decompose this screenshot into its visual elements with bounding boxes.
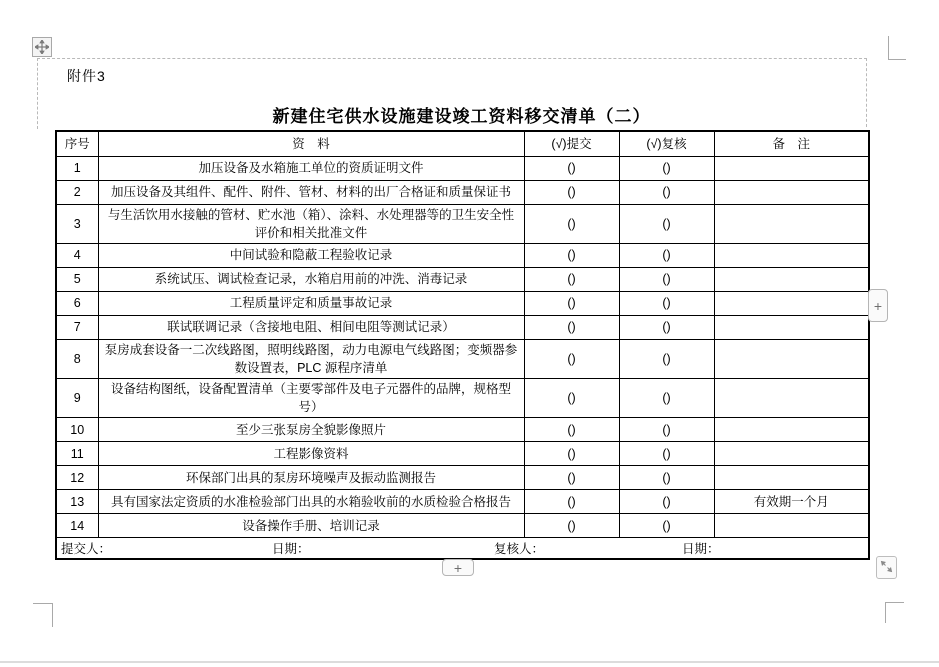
cell-submit[interactable]: () <box>524 418 619 442</box>
table-row <box>56 156 869 180</box>
cell-review[interactable]: () <box>619 418 714 442</box>
table-row <box>56 204 869 243</box>
table-body <box>56 156 869 538</box>
checklist-table <box>55 130 870 560</box>
cell-material: 中间试验和隐蔽工程验收记录 <box>98 243 524 267</box>
cell-no: 11 <box>56 442 98 466</box>
cell-review[interactable]: () <box>619 180 714 204</box>
cell-review[interactable]: () <box>619 379 714 418</box>
table-row <box>56 267 869 291</box>
cell-submit[interactable]: () <box>524 379 619 418</box>
cell-material: 环保部门出具的泵房环境噪声及振动监测报告 <box>98 466 524 490</box>
text-boundary-top <box>37 58 867 59</box>
table-row <box>56 315 869 339</box>
cell-submit[interactable]: () <box>524 156 619 180</box>
text-boundary-left <box>37 58 38 129</box>
header-material: 资 料 <box>98 131 524 156</box>
table-row <box>56 180 869 204</box>
cell-submit[interactable]: () <box>524 267 619 291</box>
header-remark: 备 注 <box>714 131 869 156</box>
cell-remark <box>714 339 869 378</box>
move-arrows-icon <box>35 40 49 54</box>
cell-no: 3 <box>56 204 98 243</box>
cell-remark <box>714 418 869 442</box>
cell-no: 6 <box>56 291 98 315</box>
cell-review[interactable]: () <box>619 315 714 339</box>
footer-row <box>56 538 869 559</box>
crop-mark-bottom-left <box>33 603 53 604</box>
table-row <box>56 442 869 466</box>
attachment-label: 附件3 <box>67 68 106 84</box>
cell-submit[interactable]: () <box>524 490 619 514</box>
cell-remark <box>714 514 869 538</box>
cell-submit[interactable]: () <box>524 466 619 490</box>
cell-review[interactable]: () <box>619 442 714 466</box>
cell-submit[interactable]: () <box>524 339 619 378</box>
cell-no: 14 <box>56 514 98 538</box>
cell-material: 加压设备及水箱施工单位的资质证明文件 <box>98 156 524 180</box>
cell-material: 设备结构图纸，设备配置清单（主要零部件及电子元器件的品牌，规格型号） <box>98 379 524 418</box>
cell-submit[interactable]: () <box>524 315 619 339</box>
table-move-handle[interactable] <box>32 37 52 57</box>
table-row <box>56 514 869 538</box>
cell-remark: 有效期一个月 <box>714 490 869 514</box>
window-bottom-edge <box>0 661 939 663</box>
cell-review[interactable]: () <box>619 204 714 243</box>
add-column-button[interactable]: + <box>868 289 888 322</box>
cell-no: 10 <box>56 418 98 442</box>
cell-review[interactable]: () <box>619 267 714 291</box>
cell-no: 7 <box>56 315 98 339</box>
table-row <box>56 379 869 418</box>
header-submit: (√)提交 <box>524 131 619 156</box>
cell-submit[interactable]: () <box>524 243 619 267</box>
cell-material: 工程质量评定和质量事故记录 <box>98 291 524 315</box>
cell-material: 设备操作手册、培训记录 <box>98 514 524 538</box>
cell-remark <box>714 180 869 204</box>
cell-review[interactable]: () <box>619 243 714 267</box>
header-row <box>56 131 869 156</box>
cell-remark <box>714 379 869 418</box>
crop-mark-bottom-right <box>885 602 904 603</box>
resize-arrows-icon <box>877 560 896 573</box>
reviewer-label: 复核人： <box>494 542 545 557</box>
cell-remark <box>714 466 869 490</box>
cell-no: 8 <box>56 339 98 378</box>
cell-remark <box>714 291 869 315</box>
cell-review[interactable]: () <box>619 466 714 490</box>
cell-no: 9 <box>56 379 98 418</box>
cell-no: 5 <box>56 267 98 291</box>
cell-no: 13 <box>56 490 98 514</box>
cell-material: 泵房成套设备一二次线路图，照明线路图，动力电源电气线路图；变频器参数设置表，PLC 源程序清单 <box>98 339 524 378</box>
submitter-label: 提交人： <box>61 542 112 557</box>
cell-no: 4 <box>56 243 98 267</box>
cell-remark <box>714 204 869 243</box>
cell-review[interactable]: () <box>619 514 714 538</box>
cell-review[interactable]: () <box>619 339 714 378</box>
review-date-label: 日期： <box>682 542 720 557</box>
header-review: (√)复核 <box>619 131 714 156</box>
cell-submit[interactable]: () <box>524 180 619 204</box>
cell-material: 具有国家法定资质的水准检验部门出具的水箱验收前的水质检验合格报告 <box>98 490 524 514</box>
header-no: 序号 <box>56 131 98 156</box>
cell-submit[interactable]: () <box>524 442 619 466</box>
page-title: 新建住宅供水设施建设竣工资料移交清单（二） <box>272 107 651 126</box>
cell-no: 12 <box>56 466 98 490</box>
crop-mark-top-right-h <box>888 59 906 60</box>
cell-remark <box>714 315 869 339</box>
cell-no: 1 <box>56 156 98 180</box>
add-row-button[interactable]: + <box>442 559 474 576</box>
cell-remark <box>714 267 869 291</box>
table-row <box>56 466 869 490</box>
table-row <box>56 291 869 315</box>
table-row <box>56 490 869 514</box>
crop-mark-top-right <box>888 36 889 60</box>
cell-material: 加压设备及其组件、配件、附件、管材、材料的出厂合格证和质量保证书 <box>98 180 524 204</box>
cell-material: 至少三张泵房全貌影像照片 <box>98 418 524 442</box>
table-row <box>56 418 869 442</box>
table-row <box>56 243 869 267</box>
crop-mark-bottom-left-v <box>52 603 53 627</box>
cell-material: 工程影像资料 <box>98 442 524 466</box>
cell-material: 与生活饮用水接触的管材、贮水池（箱）、涂料、水处理器等的卫生安全性评价和相关批准文件 <box>98 204 524 243</box>
cell-submit[interactable]: () <box>524 204 619 243</box>
cell-review[interactable]: () <box>619 291 714 315</box>
table-row <box>56 339 869 378</box>
cell-remark <box>714 243 869 267</box>
crop-mark-bottom-right-v <box>885 602 886 623</box>
cell-no: 2 <box>56 180 98 204</box>
submit-date-label: 日期： <box>272 542 310 557</box>
cell-review[interactable]: () <box>619 156 714 180</box>
cell-submit[interactable]: () <box>524 291 619 315</box>
cell-review[interactable]: () <box>619 490 714 514</box>
cell-material: 系统试压、调试检查记录，水箱启用前的冲洗、消毒记录 <box>98 267 524 291</box>
table-resize-handle[interactable] <box>876 556 897 579</box>
cell-submit[interactable]: () <box>524 514 619 538</box>
cell-remark <box>714 156 869 180</box>
cell-remark <box>714 442 869 466</box>
cell-material: 联试联调记录（含接地电阻、相间电阻等测试记录） <box>98 315 524 339</box>
